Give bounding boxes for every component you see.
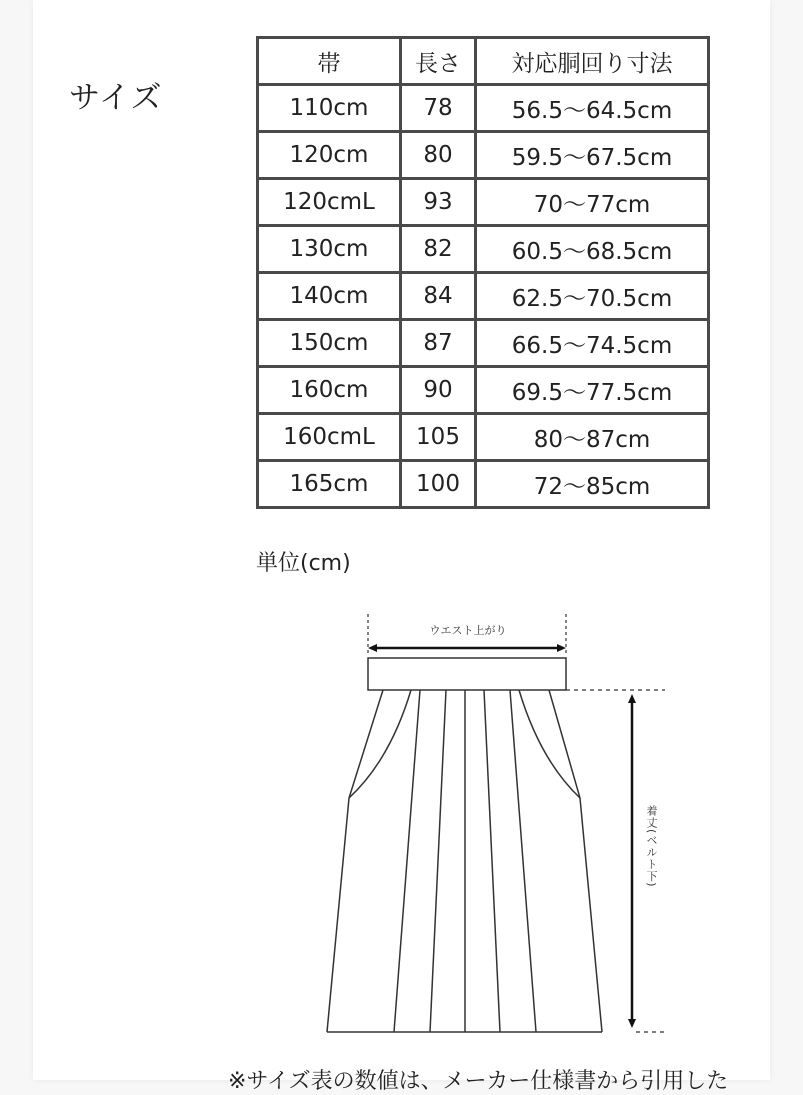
- cell-length: 90: [401, 367, 476, 414]
- cell-length: 84: [401, 273, 476, 320]
- cell-waist: 59.5〜67.5cm: [476, 132, 709, 179]
- footnote: ※サイズ表の数値は、メーカー仕様書から引用した: [228, 1069, 729, 1094]
- cell-waist: 60.5〜68.5cm: [476, 226, 709, 273]
- cell-obi: 140cm: [258, 273, 401, 320]
- cell-obi: 130cm: [258, 226, 401, 273]
- cell-waist: 80〜87cm: [476, 414, 709, 461]
- cell-waist: 72〜85cm: [476, 461, 709, 508]
- cell-obi: 160cmL: [258, 414, 401, 461]
- cell-length: 93: [401, 179, 476, 226]
- cell-length: 82: [401, 226, 476, 273]
- cell-obi: 150cm: [258, 320, 401, 367]
- cell-length: 105: [401, 414, 476, 461]
- cell-waist: 56.5〜64.5cm: [476, 85, 709, 132]
- cell-waist: 62.5〜70.5cm: [476, 273, 709, 320]
- cell-waist: 69.5〜77.5cm: [476, 367, 709, 414]
- cell-obi: 120cm: [258, 132, 401, 179]
- header-length: 長さ: [401, 38, 476, 85]
- header-obi: 帯: [258, 38, 401, 85]
- cell-obi: 160cm: [258, 367, 401, 414]
- section-title: サイズ: [69, 80, 163, 116]
- cell-obi: 110cm: [258, 85, 401, 132]
- cell-waist: 66.5〜74.5cm: [476, 320, 709, 367]
- cell-length: 87: [401, 320, 476, 367]
- cell-length: 100: [401, 461, 476, 508]
- cell-length: 80: [401, 132, 476, 179]
- cell-obi: 165cm: [258, 461, 401, 508]
- cell-length: 78: [401, 85, 476, 132]
- waist-label: ウエスト上がり: [429, 624, 507, 637]
- unit-label: 単位(cm): [256, 551, 351, 576]
- length-label: 着丈(ベルト下): [645, 805, 658, 888]
- header-waist: 対応胴回り寸法: [476, 38, 709, 85]
- cell-obi: 120cmL: [258, 179, 401, 226]
- cell-waist: 70〜77cm: [476, 179, 709, 226]
